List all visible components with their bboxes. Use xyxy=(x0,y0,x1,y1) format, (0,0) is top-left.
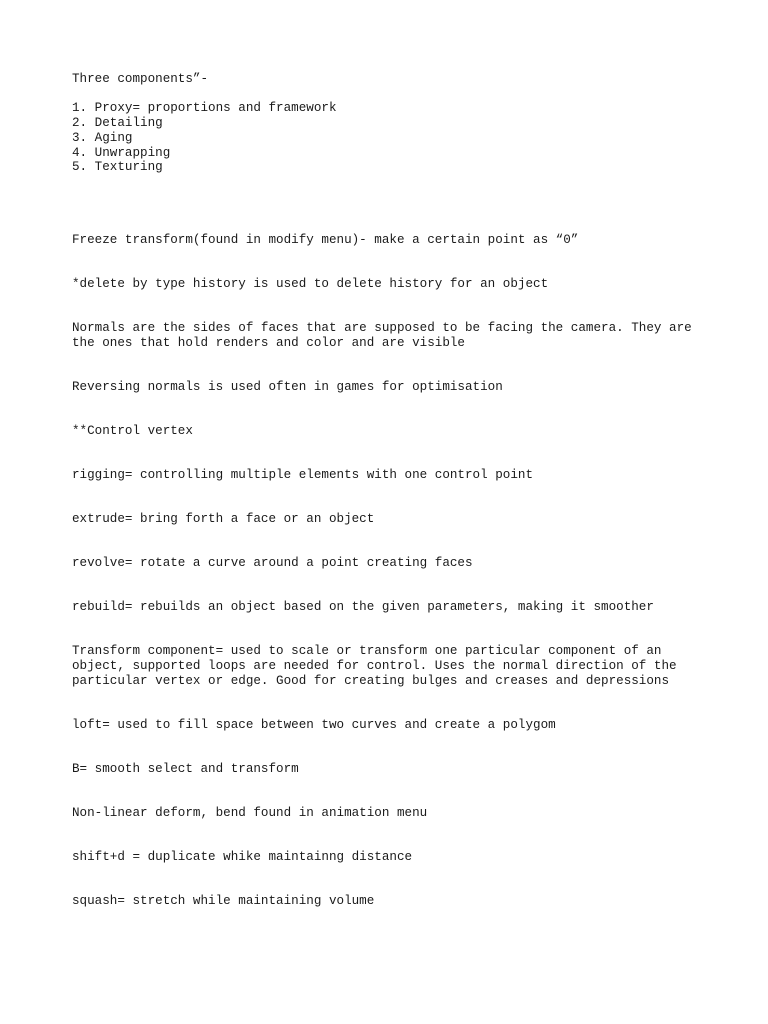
note-normals-line-2: the ones that hold renders and color and are visible xyxy=(72,336,465,350)
note-control-vertex: **Control vertex xyxy=(72,424,193,438)
note-reversing-normals: Reversing normals is used often in games for optimisation xyxy=(72,380,503,394)
list-item-texturing: 5. Texturing xyxy=(72,160,163,174)
list-item-unwrapping: 4. Unwrapping xyxy=(72,146,171,160)
note-freeze-transform: Freeze transform(found in modify menu)- make a certain point as “0” xyxy=(72,233,579,247)
note-transform-component-line-1: Transform component= used to scale or transform one particular component of an xyxy=(72,644,662,658)
note-rebuild: rebuild= rebuilds an object based on the given parameters, making it smoother xyxy=(72,600,654,614)
heading: Three components”- xyxy=(72,72,209,86)
note-extrude: extrude= bring forth a face or an object xyxy=(72,512,375,526)
list-item-aging: 3. Aging xyxy=(72,131,133,145)
note-rigging: rigging= controlling multiple elements with one control point xyxy=(72,468,534,482)
note-smooth-select: B= smooth select and transform xyxy=(72,762,299,776)
note-nonlinear-deform: Non-linear deform, bend found in animation menu xyxy=(72,806,428,820)
note-duplicate: shift+d = duplicate whike maintainng distance xyxy=(72,850,413,864)
list-item-detailing: 2. Detailing xyxy=(72,116,163,130)
note-transform-component-line-2: object, supported loops are needed for control. Uses the normal direction of the xyxy=(72,659,677,673)
note-loft: loft= used to fill space between two curves and create a polygom xyxy=(72,718,556,732)
note-revolve: revolve= rotate a curve around a point creating faces xyxy=(72,556,473,570)
note-squash: squash= stretch while maintaining volume xyxy=(72,894,375,908)
list-item-proxy: 1. Proxy= proportions and framework xyxy=(72,101,337,115)
note-transform-component-line-3: particular vertex or edge. Good for creating bulges and creases and depressions xyxy=(72,674,670,688)
note-delete-history: *delete by type history is used to delete history for an object xyxy=(72,277,549,291)
note-normals-line-1: Normals are the sides of faces that are supposed to be facing the camera. They are xyxy=(72,321,692,335)
